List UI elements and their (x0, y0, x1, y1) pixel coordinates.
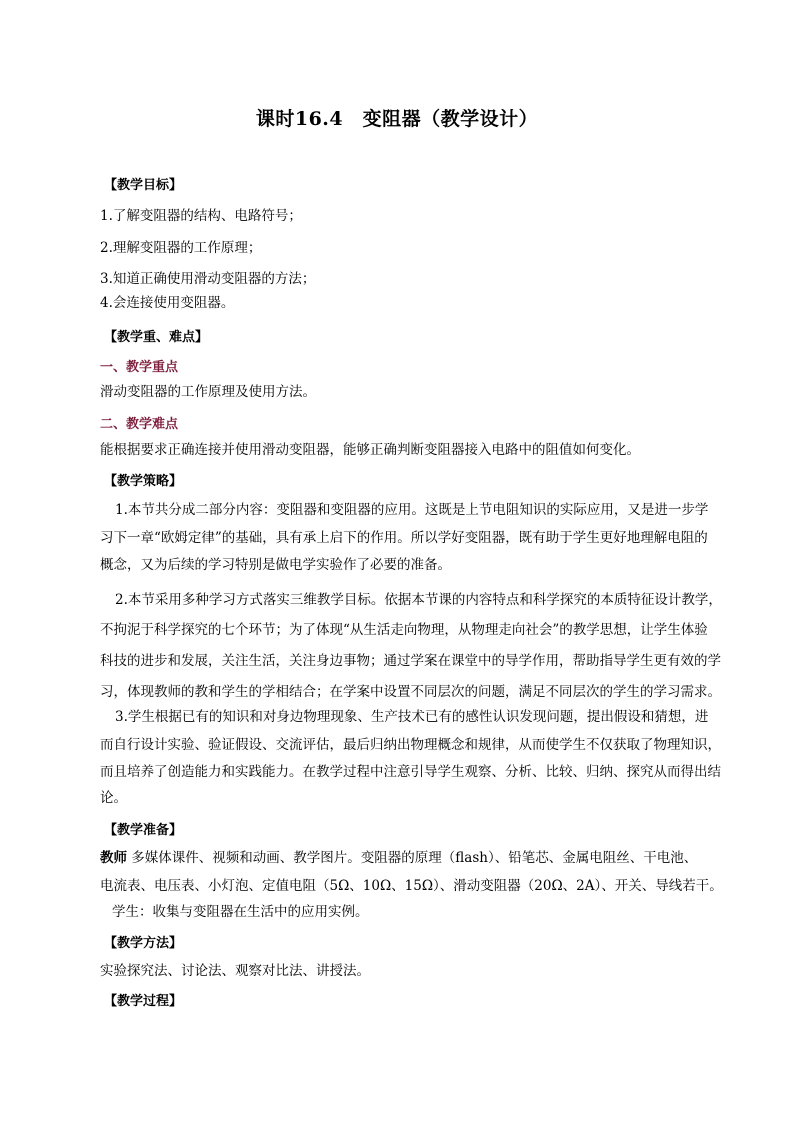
objective-item: 2.理解变阻器的工作原理； (100, 240, 262, 256)
strategy-line: 论。 (100, 790, 127, 806)
teacher-preparation-line2: 电流表、电压表、小灯泡、定值电阻（5Ω、10Ω、15Ω）、滑动变阻器（20Ω、2A）、开关、导线若干。 (100, 878, 723, 894)
difficulty-label: 二、教学难点 (100, 417, 179, 432)
process-heading: 【教学过程】 (104, 994, 183, 1009)
objective-item: 1.了解变阻器的结构、电路符号； (100, 208, 302, 224)
strategy-heading: 【教学策略】 (104, 474, 183, 489)
difficulty-text: 能根据要求正确连接并使用滑动变阻器，能够正确判断变阻器接入电路中的阻值如何变化。 (100, 442, 640, 458)
teacher-label: 教师 (100, 850, 127, 866)
methods-heading: 【教学方法】 (104, 936, 183, 951)
objectives-heading: 【教学目标】 (104, 178, 183, 193)
strategy-line: 2.本节采用多种学习方式落实三维教学目标。依据本节课的内容特点和科学探究的本质特征设计教学， (115, 592, 722, 608)
strategy-line: 而且培养了创造能力和实践能力。在教学过程中注意引导学生观察、分析、比较、归纳、探究从而得出结 (100, 764, 721, 780)
strategy-line: 习下一章“欧姆定律”的基础，具有承上启下的作用。所以学好变阻器，既有助于学生更好地理解电阻的 (100, 530, 708, 546)
page-title: 课时16.4 变阻器（教学设计） (255, 108, 539, 130)
teacher-preparation-text: 多媒体课件、视频和动画、教学图片。变阻器的原理（flash）、铅笔芯、金属电阻丝、干电池、 (127, 850, 698, 866)
teacher-preparation (100, 848, 697, 868)
strategy-line: 不拘泥于科学探究的七个环节；为了体现“从生活走向物理，从物理走向社会”的教学思想，让学生体验 (100, 622, 708, 638)
strategy-line: 1.本节共分成二部分内容：变阻器和变阻器的应用。这既是上节电阻知识的实际应用，又是进一步学 (115, 502, 709, 518)
strategy-line: 科技的进步和发展，关注生活，关注身边事物；通过学案在课堂中的导学作用，帮助指导学生更有效的学 (100, 653, 721, 669)
preparation-heading: 【教学准备】 (104, 823, 183, 838)
strategy-line: 3.学生根据已有的知识和对身边物理现象、生产技术已有的感性认识发现问题，提出假设和猜想，进 (115, 709, 709, 725)
strategy-line: 而自行设计实验、验证假设、交流评估，最后归纳出物理概念和规律，从而使学生不仅获取了物理知识， (100, 737, 721, 753)
methods-text: 实验探究法、讨论法、观察对比法、讲授法。 (100, 963, 370, 979)
strategy-line: 概念，又为后续的学习特别是做电学实验作了必要的准备。 (100, 557, 451, 573)
objective-item: 3.知道正确使用滑动变阻器的方法； (100, 271, 316, 287)
key-point-label: 一、教学重点 (100, 360, 179, 375)
objective-item: 4.会连接使用变阻器。 (100, 295, 235, 311)
key-points-heading: 【教学重、难点】 (104, 330, 209, 345)
strategy-line: 习，体现教师的教和学生的学相结合；在学案中设置不同层次的问题，满足不同层次的学生的学习需求。 (100, 684, 721, 700)
key-point-text: 滑动变阻器的工作原理及使用方法。 (100, 384, 316, 400)
student-preparation: 学生：收集与变阻器在生活中的应用实例。 (112, 904, 369, 920)
